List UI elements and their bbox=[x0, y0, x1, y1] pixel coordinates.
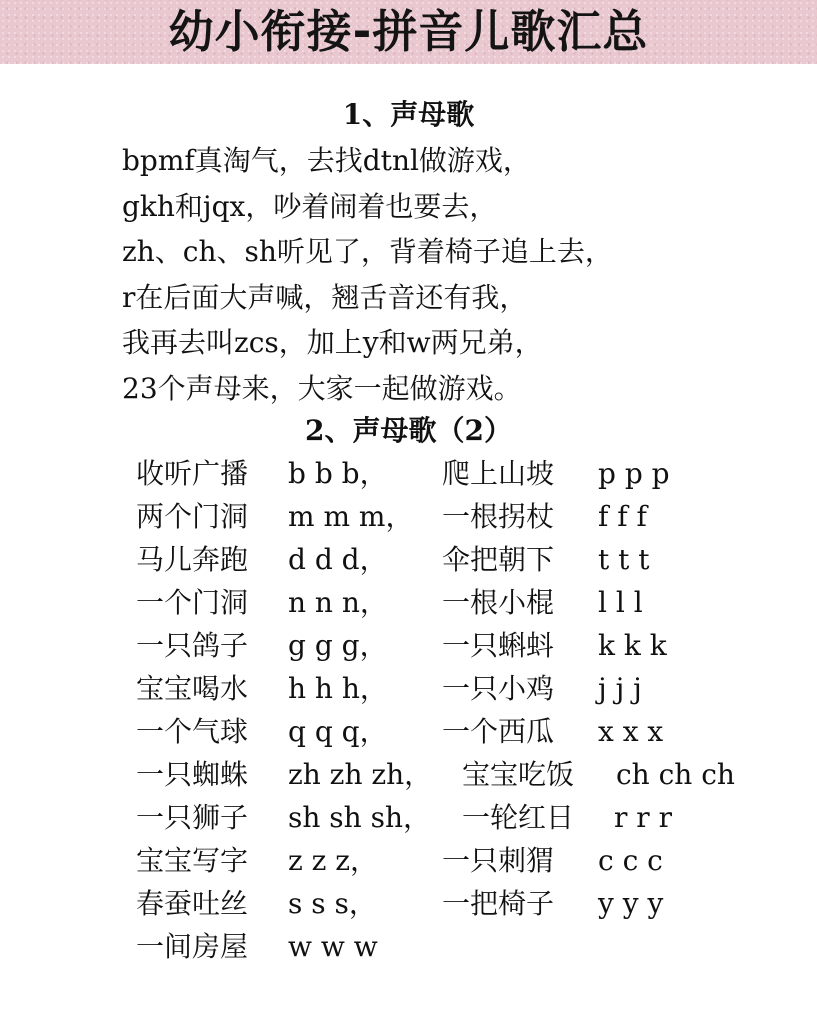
rhyme-sound: ch ch ch bbox=[616, 758, 735, 791]
poem-line: 23个声母来，大家一起做游戏。 bbox=[122, 371, 522, 405]
rhyme-row bbox=[136, 455, 806, 498]
rhyme-phrase: 春蚕吐丝 bbox=[136, 887, 249, 920]
rhyme-phrase: 一把椅子 bbox=[442, 887, 555, 920]
rhyme-sound: f f f bbox=[598, 500, 647, 533]
rhyme-sound: n n n， bbox=[288, 586, 388, 619]
rhyme-sound: b b b， bbox=[288, 457, 388, 490]
rhyme-row bbox=[136, 713, 806, 756]
rhyme-phrase: 一只小鸡 bbox=[442, 672, 555, 705]
rhyme-phrase: 一间房屋 bbox=[136, 930, 249, 963]
section1-heading: 1、声母歌 bbox=[342, 98, 475, 131]
rhyme-sound: s s s， bbox=[288, 887, 377, 920]
rhyme-sound: g g g， bbox=[288, 629, 388, 662]
rhyme-row bbox=[136, 627, 806, 670]
rhyme-phrase: 一只鸽子 bbox=[136, 629, 249, 662]
poem-line: gkh和jqx，吵着闹着也要去， bbox=[122, 189, 498, 223]
rhyme-sound: p p p bbox=[598, 457, 670, 490]
rhyme-row bbox=[136, 498, 806, 541]
poem-line: r在后面大声喊，翘舌音还有我， bbox=[122, 280, 528, 314]
rhyme-sound: y y y bbox=[598, 887, 664, 920]
poem-line: bpmf真淘气，去找dtnl做游戏， bbox=[122, 144, 531, 177]
rhyme-phrase: 一个西瓜 bbox=[442, 715, 555, 748]
rhyme-row bbox=[136, 541, 806, 584]
rhyme-phrase: 一只蜘蛛 bbox=[136, 758, 249, 791]
rhyme-row bbox=[136, 584, 806, 627]
rhyme-phrase: 宝宝写字 bbox=[136, 844, 249, 877]
rhyme-phrase: 一只刺猬 bbox=[442, 844, 555, 877]
rhyme-phrase: 宝宝喝水 bbox=[136, 672, 249, 705]
page-title: 幼小衔接-拼音儿歌汇总 bbox=[168, 5, 649, 58]
rhyme-row bbox=[136, 670, 806, 713]
section1-poem bbox=[122, 140, 802, 413]
rhyme-sound: z z z， bbox=[288, 844, 379, 877]
rhyme-phrase: 收听广播 bbox=[136, 457, 249, 490]
rhyme-row bbox=[136, 799, 806, 842]
title-banner bbox=[0, 0, 817, 64]
poem-line: zh、ch、sh听见了，背着椅子追上去， bbox=[122, 235, 613, 268]
section2-rhyme-table bbox=[136, 455, 806, 971]
rhyme-sound: k k k bbox=[598, 629, 667, 662]
rhyme-sound: r r r bbox=[614, 801, 672, 834]
rhyme-phrase: 马儿奔跑 bbox=[136, 543, 249, 576]
rhyme-phrase: 一个门洞 bbox=[136, 586, 249, 619]
rhyme-phrase: 一个气球 bbox=[136, 715, 249, 748]
rhyme-phrase: 一轮红日 bbox=[462, 801, 575, 834]
rhyme-sound: l l l bbox=[598, 586, 643, 619]
rhyme-sound: q q q， bbox=[288, 715, 388, 748]
rhyme-sound: t t t bbox=[598, 543, 650, 576]
rhyme-sound: w w w bbox=[288, 930, 378, 963]
rhyme-sound: x x x bbox=[598, 715, 664, 748]
rhyme-phrase: 一只蝌蚪 bbox=[442, 629, 555, 662]
rhyme-sound: d d d， bbox=[288, 543, 388, 576]
rhyme-sound: m m m， bbox=[288, 500, 414, 533]
rhyme-row bbox=[136, 756, 806, 799]
rhyme-phrase: 一根拐杖 bbox=[442, 500, 555, 533]
rhyme-sound: zh zh zh， bbox=[288, 758, 433, 791]
rhyme-sound: sh sh sh， bbox=[288, 801, 432, 834]
rhyme-row bbox=[136, 885, 806, 928]
rhyme-phrase: 两个门洞 bbox=[136, 500, 249, 533]
rhyme-sound: j j j bbox=[598, 672, 642, 705]
section2-heading: 2、声母歌（2） bbox=[305, 414, 512, 447]
rhyme-sound: c c c bbox=[598, 844, 663, 877]
rhyme-phrase: 爬上山坡 bbox=[442, 457, 555, 490]
rhyme-sound: h h h， bbox=[288, 672, 388, 705]
rhyme-phrase: 一只狮子 bbox=[136, 801, 249, 834]
rhyme-phrase: 一根小棍 bbox=[442, 586, 555, 619]
poem-line: 我再去叫zcs，加上y和w两兄弟， bbox=[122, 326, 543, 359]
rhyme-phrase: 宝宝吃饭 bbox=[462, 758, 575, 791]
rhyme-row bbox=[136, 928, 806, 971]
rhyme-row bbox=[136, 842, 806, 885]
rhyme-phrase: 伞把朝下 bbox=[442, 543, 555, 576]
